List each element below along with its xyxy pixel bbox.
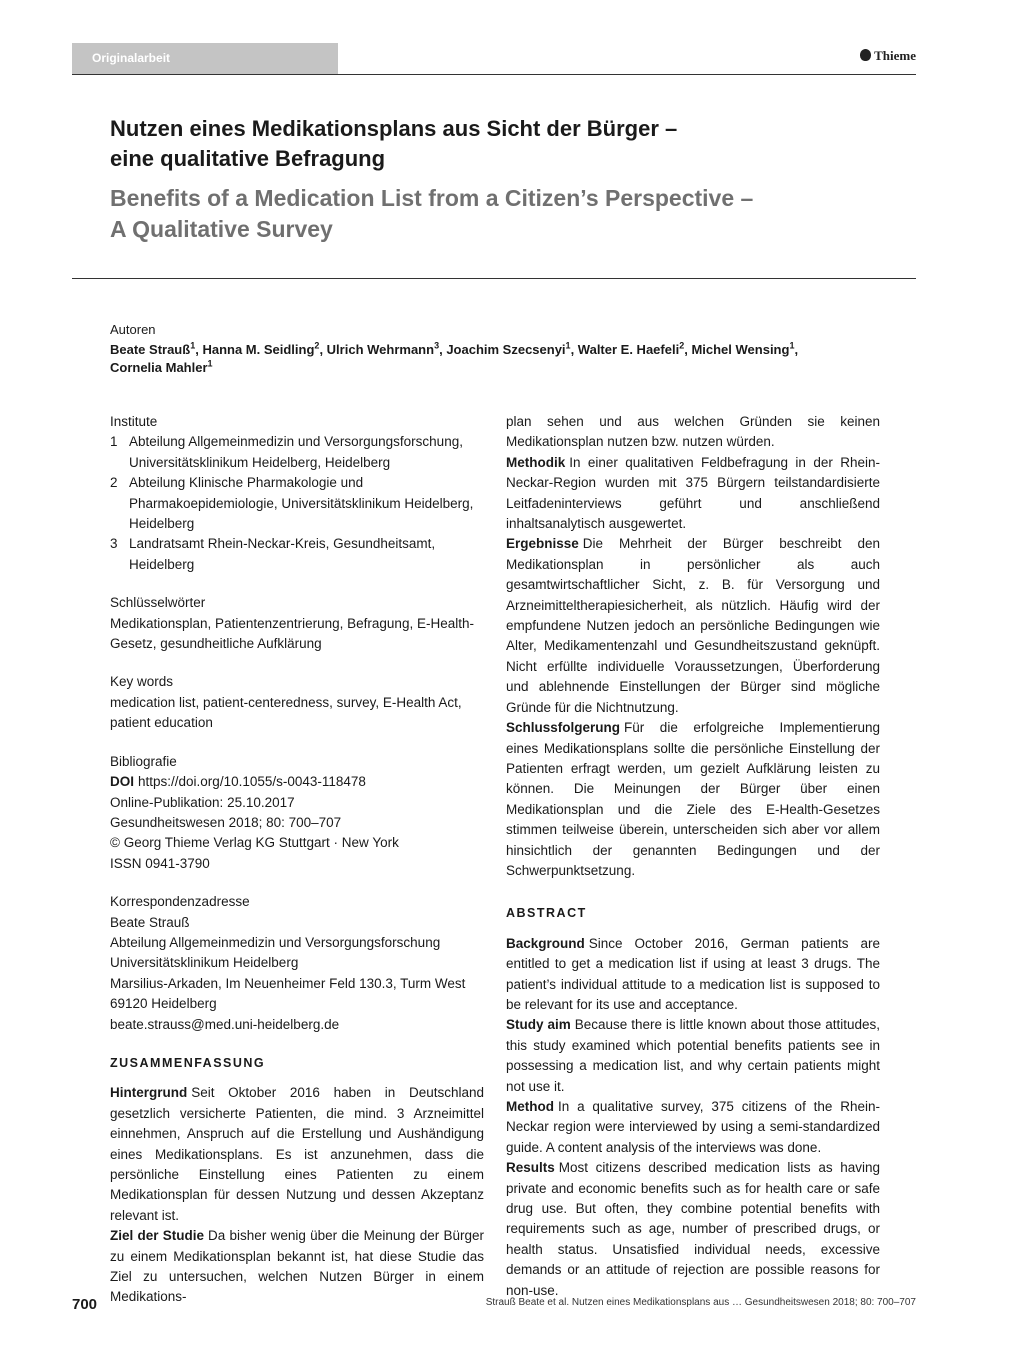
left-column [110, 412, 484, 1308]
institute-label: Institute [110, 414, 158, 429]
korrespondenz-section [110, 892, 484, 1035]
schlussfolgerung-paragraph [506, 718, 880, 881]
zusammenfassung-section [110, 1053, 484, 1308]
institute-text: Landratsamt Rhein-Neckar-Kreis, Gesundheitsamt, Heidelberg [129, 536, 436, 572]
ergebnisse-paragraph [506, 534, 880, 718]
authors-section [110, 321, 890, 377]
online-publication: Online-Publikation: 25.10.2017 [110, 794, 295, 810]
institute-number: 3 [110, 536, 118, 552]
institute-item [110, 534, 484, 575]
title-german-line-2: eine qualitative Befragung [110, 146, 386, 171]
results-label: Results [506, 1160, 555, 1176]
issn: ISSN 0941-3790 [110, 855, 210, 871]
author-affiliation: 1 [190, 340, 196, 351]
author-name: Beate Strauß [110, 342, 191, 357]
keywords-label: Key words [110, 674, 174, 690]
ergebnisse-label: Ergebnisse [506, 536, 579, 552]
schluesselwoerter-label: Schlüsselwörter [110, 595, 206, 611]
title-english-line-1: Benefits of a Medication List from a Citizen’s Perspective – [110, 185, 754, 211]
methodik-label: Methodik [506, 454, 566, 470]
background-text: Since October 2016, German patients are entitled to get a medication list if using at least 3 drugs. The patient’s individual attitude to a medication list is supposed to be relevant for its use and acceptance. [506, 935, 880, 1012]
author-name: Ulrich Wehrmann [326, 342, 435, 357]
title-english [110, 183, 890, 245]
hintergrund-paragraph [110, 1083, 484, 1226]
korrespondenz-line: Beate Strauß [110, 914, 190, 930]
background-label: Background [506, 935, 585, 951]
korrespondenz-label: Korrespondenzadresse [110, 894, 250, 910]
hintergrund-text: Seit Oktober 2016 haben in Deutschland gesetzlich versicherte Patienten, die mind. 3 Arzneimittel einnehmen, Anspruch auf die Erstellung und Aushändigung eines Medikationsplans. Es ist anzunehmen, dass die persönliche Einstellung eines Patienten zu einem Medikationsplan für dessen Nutzung und dessen Akzeptanz relevant ist. [110, 1085, 484, 1223]
institute-number: 1 [110, 434, 118, 450]
ergebnisse-text: Die Mehrheit der Bürger beschreibt den Medikationsplan in persönlicher als auch gesamtwirtschaftlicher Sicht, z. B. für Versorgung und Arzneimitteltherapiesicherheit, als nützlich. Häufig wird der empfundene Nutzen jedoch an persönliche Bedingungen wie Alter, Medikamentenzahl und Gesundheitszustand geknüpft. Nicht erfüllte individuelle Voraussetzungen, Überforderung und ablehnende Einstellungen der Bürger sind mögliche Gründe für die Nichtnutzung. [506, 536, 880, 715]
ziel-paragraph [110, 1226, 484, 1308]
ziel-text: Da bisher wenig über die Meinung der Bürger zu einem Medikationsplan bekannt ist, hat diese Studie das Ziel zu untersuchen, welchen Nutzen Bürger in einem Medikations- [110, 1228, 484, 1305]
schluesselwoerter-text: Medikationsplan, Patientenzentrierung, Befragung, E-Health-Gesetz, gesundheitliche Aufklärung [110, 615, 474, 652]
keywords-section [110, 672, 484, 733]
keywords-text: medication list, patient-centeredness, survey, E-Health Act, patient education [110, 694, 462, 731]
publisher-name: Thieme [874, 48, 916, 63]
author-affiliation: 1 [565, 340, 571, 351]
ziel-label: Ziel der Studie [110, 1228, 205, 1244]
author-affiliation: 1 [207, 358, 213, 369]
doi-line [110, 772, 484, 792]
doi-link[interactable]: https://doi.org/10.1055/s-0043-118478 [138, 774, 366, 790]
bibliografie-label: Bibliografie [110, 753, 177, 769]
doi-label: DOI [110, 774, 135, 790]
title-divider [72, 278, 916, 279]
korrespondenz-line: Marsilius-Arkaden, Im Neuenheimer Feld 130.3, Turm West [110, 975, 466, 991]
author-affiliation: 2 [679, 340, 685, 351]
schlussfolgerung-text: Für die erfolgreiche Implementierung eines Medikationsplans sollte die persönliche Einstellung der Patienten erfragt werden, um gezielt Aufklärung leisten zu können. Die Meinungen der Bürger über einen Medikationsplan und die Ziele des E-Health-Gesetzes stimmen teilweise überein, unterscheiden sich aber vor allem hinsichtlich der genannten Bedingungen und der Schwerpunktsetzung. [506, 720, 880, 878]
study-aim-text: Because there is little known about those attitudes, this study examined which potential benefits patients see in possessing a medication list, and why certain patients might not use it. [506, 1017, 881, 1094]
author-name: Michel Wensing [691, 342, 790, 357]
study-aim-paragraph [506, 1015, 880, 1097]
author-name: Hanna M. Seidling [202, 342, 315, 357]
method-text: In a qualitative survey, 375 citizens of the Rhein-Neckar region were interviewed by using a semi-standardized guide. A content analysis of the interviews was done. [506, 1099, 880, 1155]
korrespondenz-line: 69120 Heidelberg [110, 996, 217, 1012]
zusammenfassung-heading: ZUSAMMENFASSUNG [110, 1055, 266, 1070]
author-affiliation: 1 [789, 340, 795, 351]
journal-citation: Gesundheitswesen 2018; 80: 700–707 [110, 814, 342, 830]
abstract-heading: ABSTRACT [506, 906, 587, 921]
schlussfolgerung-label: Schlussfolgerung [506, 720, 621, 736]
institute-item [110, 432, 484, 473]
title-german [110, 114, 890, 174]
methodik-paragraph [506, 453, 880, 535]
korrespondenz-email[interactable]: beate.strauss@med.uni-heidelberg.de [110, 1016, 340, 1032]
background-paragraph [506, 934, 880, 1016]
title-german-line-1: Nutzen eines Medikationsplans aus Sicht der Bürger – [110, 116, 678, 141]
author-name: Cornelia Mahler [110, 360, 208, 375]
hintergrund-label: Hintergrund [110, 1085, 188, 1101]
method-label: Method [506, 1099, 554, 1114]
right-column [506, 412, 880, 1301]
korrespondenz-line: Abteilung Allgemeinmedizin und Versorgungsforschung [110, 934, 441, 950]
bibliografie-section [110, 752, 484, 874]
institute-section [110, 412, 484, 575]
publisher-logo [860, 48, 916, 64]
author-affiliation: 2 [314, 340, 320, 351]
article-type-tag: Originalarbeit [72, 43, 338, 74]
study-aim-label: Study aim [506, 1017, 571, 1033]
author-name: Walter E. Haefeli [577, 342, 680, 357]
institute-item [110, 473, 484, 534]
title-english-line-2: A Qualitative Survey [110, 216, 333, 242]
author-affiliation: 3 [434, 340, 440, 351]
institute-text: Abteilung Allgemeinmedizin und Versorgungsforschung, Universitätsklinikum Heidelberg, Heidelberg [129, 434, 463, 470]
authors-label: Autoren [110, 322, 156, 337]
method-paragraph [506, 1097, 880, 1158]
thieme-logo-icon [860, 49, 871, 61]
institute-number: 2 [110, 475, 118, 491]
schluesselwoerter-section [110, 593, 484, 654]
author-list: Beate Strauß$^1$, Hanna M. Seidling$^2$, Ulrich Wehrmann$^3$, Joachim Szecsenyi$^1$, Walter E. Haefeli$^2$, Michel Wensing$^1$, Cornelia Mahler$^1$ [110, 340, 799, 375]
institute-text: Abteilung Klinische Pharmakologie und Pharmakoepidemiologie, Universitätsklinikum Heidelberg, Heidelberg [129, 475, 474, 532]
page-number: 700 [72, 1296, 98, 1313]
footer-citation: Strauß Beate et al. Nutzen eines Medikationsplans aus … Gesundheitswesen 2018; 80: 700–707 [485, 1297, 916, 1308]
results-text: Most citizens described medication lists as having private and economic benefits such as for health care or safe drug use. But often, they combine potential benefits with requirements such as age, number of prescribed drugs, or health status. Unsatisfied individual needs, excessive demands or an attitude of rejection are possible reasons for non-use. [506, 1160, 880, 1298]
header-divider [72, 74, 916, 75]
methodik-text: In einer qualitativen Feldbefragung in der Rhein-Neckar-Region wurden mit 375 Bürgern teilstandardisierte Leitfadeninterviews geführt und anschließend inhaltsanalytisch ausgewertet. [506, 454, 880, 532]
ziel-continuation: plan sehen und aus welchen Gründen sie keinen Medikationsplan nutzen bzw. nutzen würden. [506, 414, 880, 450]
korrespondenz-line: Universitätsklinikum Heidelberg [110, 955, 299, 971]
author-name: Joachim Szecsenyi [446, 342, 566, 357]
results-paragraph [506, 1158, 880, 1301]
copyright: © Georg Thieme Verlag KG Stuttgart · New York [110, 835, 399, 851]
